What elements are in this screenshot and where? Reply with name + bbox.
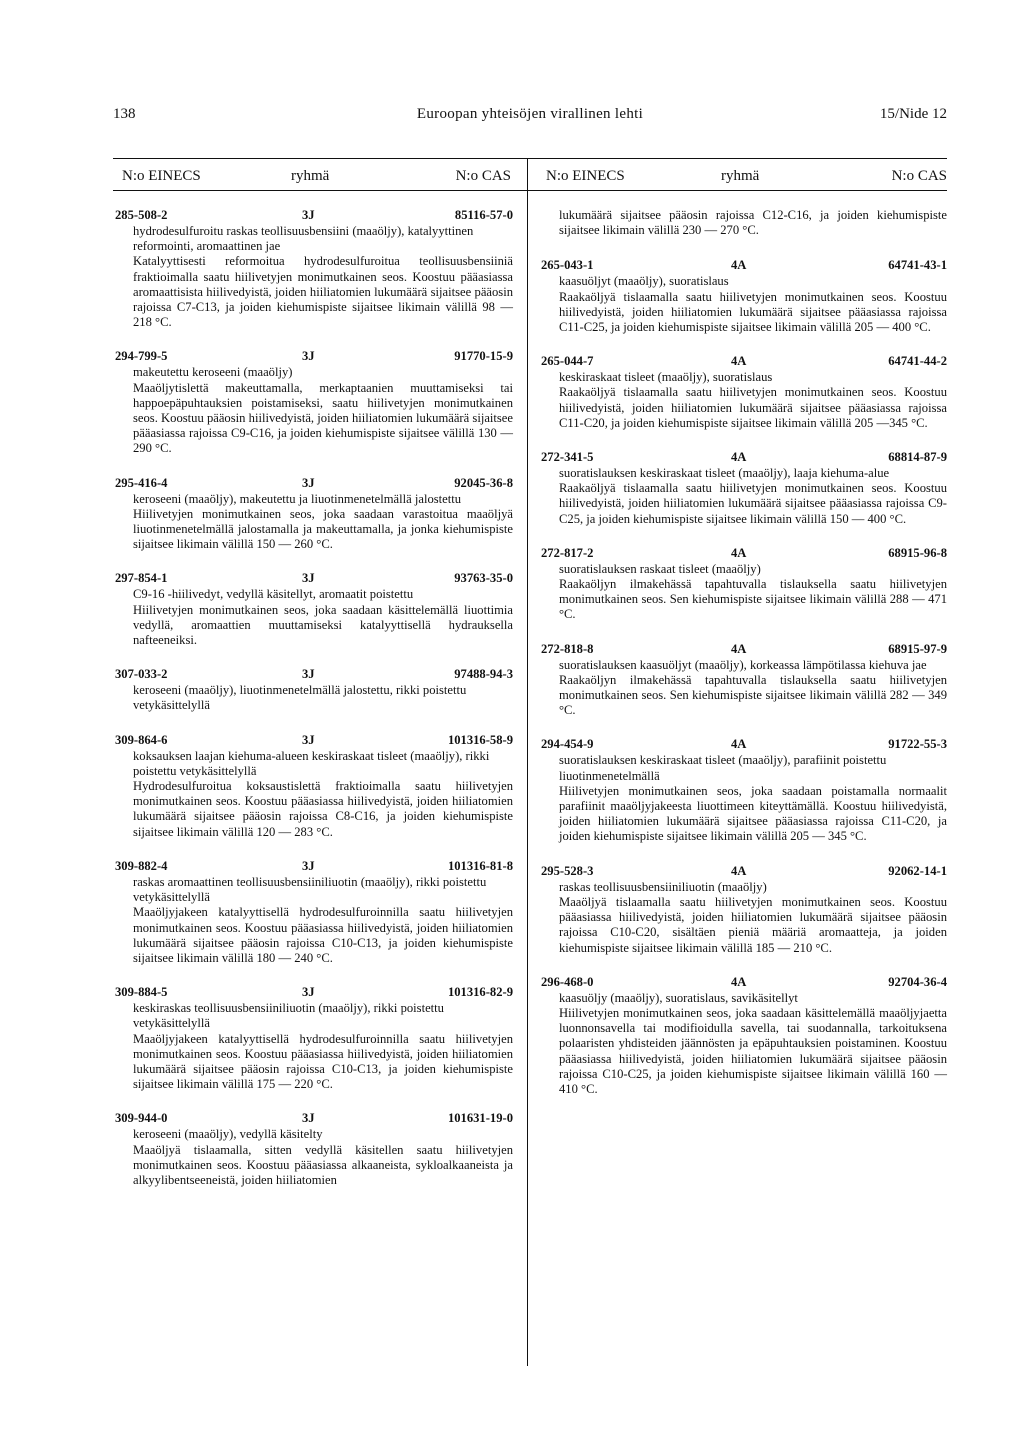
einecs-number: 272-817-2 <box>541 545 594 560</box>
substance-name: keroseeni (maaöljy), vedyllä käsitelty <box>133 1127 323 1142</box>
einecs-number: 265-043-1 <box>541 258 594 273</box>
substance-description: Raakaöljyä tislaamalla saatu hiilivetyjen monimutkainen seos. Koostuu hiilivedyistä, joiden hiiliatomien lukumäärä sijaitsee pääasiassa rajoissa C11-C25, ja joiden kiehumispiste sijaitsee likimain välillä 205 — 400 °C. <box>559 289 947 335</box>
page-header <box>113 106 947 128</box>
substance-entry <box>115 733 513 840</box>
entry-header <box>115 859 513 875</box>
entry-header <box>541 975 947 991</box>
substance-entry <box>541 450 947 527</box>
cas-number: 85116-57-0 <box>454 208 513 222</box>
cas-number: 64741-44-2 <box>888 354 947 369</box>
substance-description: Hiilivetyjen monimutkainen seos, joka saadaan käsittelemällä liuottimia vedyllä, aromaattien muuttamiseksi katalyyttisellä hydrauksella nafteeneiksi. <box>133 602 513 648</box>
einecs-number: 272-818-8 <box>541 641 594 656</box>
einecs-number: 294-454-9 <box>541 737 594 752</box>
page-number: 138 <box>113 106 136 122</box>
entry-header <box>541 642 947 658</box>
entry-header <box>115 571 513 587</box>
entry-header <box>115 208 513 224</box>
group-code: 4A <box>731 545 747 560</box>
column-header-left <box>113 168 511 188</box>
group-code: 3J <box>302 571 315 586</box>
entry-header <box>541 864 947 880</box>
cas-header: N:o CAS <box>891 168 947 184</box>
group-header: ryhmä <box>291 168 330 184</box>
substance-description: Maaöljytislettä makeuttamalla, merkaptaanien muuttamiseksi tai happoepäpuhtauksien poistamiseksi, saatu hiilivetyjen monimutkainen seos. Koostuu pääosin hiilivedyistä, joiden hiiliatomien lukumäärä sijaitsee pääasiassa rajoissa C9-C16, ja joiden kiehumispiste sijaitsee välillä 130 — 290 °C. <box>133 380 513 456</box>
substance-name: raskas teollisuusbensiiniliuotin (maaöljy) <box>559 879 767 894</box>
column-divider <box>527 158 528 1366</box>
entry-header <box>115 667 513 683</box>
substance-description: Hiilivetyjen monimutkainen seos, joka saadaan poistamalla normaalit parafiinit maaöljyjakeesta liuottimeen kiteyttämällä. Koostuu hiilivedyistä, joiden hiiliatomien lukumäärä sijaitsee pääasiassa rajoissa C11-C20, ja joiden kiehumispiste sijaitsee likimain välillä 205 — 345 °C. <box>559 783 947 844</box>
einecs-number: 309-882-4 <box>115 858 168 873</box>
substance-entry <box>541 737 947 844</box>
einecs-number: 294-799-5 <box>115 349 168 364</box>
substance-name: suoratislauksen keskiraskaat tisleet (maaöljy), laaja kiehuma-alue <box>559 466 890 481</box>
group-code: 4A <box>731 450 747 465</box>
group-code: 4A <box>731 863 747 878</box>
substance-description: Raakaöljyä tislaamalla saatu hiilivetyjen monimutkainen seos. Koostuu hiilivedyistä, joiden hiiliatomien lukumäärä sijaitsee pääasiassa rajoissa C11-C20, ja joiden kiehumispiste sijaitsee likimain välillä 205 —345 °C. <box>559 385 947 430</box>
left-column <box>115 208 513 1207</box>
substance-entry <box>541 642 947 719</box>
einecs-number: 296-468-0 <box>541 974 594 989</box>
substance-name: C9-16 -hiilivedyt, vedyllä käsitellyt, aromaatit poistettu <box>133 587 414 602</box>
cas-number: 97488-94-3 <box>454 667 513 682</box>
right-column <box>541 208 947 1116</box>
cas-number: 101316-58-9 <box>447 732 513 747</box>
substance-entry <box>115 571 513 648</box>
einecs-number: 285-508-2 <box>115 208 168 222</box>
substance-description: Maaöljyjakeen katalyyttisellä hydrodesulfuroinnilla saatu hiilivetyjen monimutkainen seos. Koostuu pääasiassa hiilivedyistä, joiden hiiliatomien lukumäärä sijaitsee pääosin rajoissa C10-C13, ja joiden kiehumispiste sijaitsee likimain välillä 180 — 240 °C. <box>133 905 513 965</box>
substance-entry <box>115 208 513 330</box>
substance-entry <box>541 546 947 623</box>
einecs-number: 295-528-3 <box>541 863 594 878</box>
einecs-number: 307-033-2 <box>115 667 168 682</box>
substance-entry <box>115 349 513 456</box>
substance-entry <box>541 354 947 431</box>
entry-header <box>541 258 947 274</box>
volume-label: 15/Nide 12 <box>879 106 947 122</box>
einecs-number: 295-416-4 <box>115 475 168 490</box>
group-code: 3J <box>302 667 315 682</box>
einecs-header: N:o EINECS <box>122 168 201 184</box>
entry-header <box>115 349 513 365</box>
substance-entry <box>115 1111 513 1188</box>
einecs-header: N:o EINECS <box>546 168 625 184</box>
substance-entry <box>541 258 947 335</box>
entry-header <box>541 450 947 466</box>
cas-number: 101631-19-0 <box>447 1111 513 1126</box>
group-code: 3J <box>302 475 315 490</box>
substance-name: suoratislauksen raskaat tisleet (maaöljy) <box>559 561 761 576</box>
group-code: 4A <box>731 737 747 752</box>
substance-description: Maaöljyä tislaamalla, sitten vedyllä käsitellen saatu hiilivetyjen monimutkainen seos. Koostuu pääasiassa alkaaneista, sykloalkaaneista ja alkyylibentseeneistä, joiden hiiliatomien <box>133 1142 513 1187</box>
cas-number: 101316-82-9 <box>447 985 513 1000</box>
cas-number: 68814-87-9 <box>888 450 947 465</box>
einecs-number: 272-341-5 <box>541 450 594 465</box>
cas-number: 68915-96-8 <box>888 545 947 560</box>
substance-description: Maaöljyjakeen katalyyttisellä hydrodesulfuroinnilla saatu hiilivetyjen monimutkainen seos. Koostuu pääasiassa hiilivedyistä, joiden hiiliatomien lukumäärä sijaitsee pääosin rajoissa C10-C13, ja joiden kiehumispiste sijaitsee likimain välillä 175 — 220 °C. <box>133 1031 513 1092</box>
einecs-number: 265-044-7 <box>541 354 594 369</box>
group-code: 3J <box>302 858 315 873</box>
substance-name: kaasuöljy (maaöljy), suoratislaus, savikäsitellyt <box>559 990 798 1005</box>
entry-header <box>115 476 513 492</box>
substance-description: Raakaöljyn ilmakehässä tapahtuvalla tislauksella saatu hiilivetyjen monimutkainen seos. Sen kiehumispiste sijaitsee likimain välillä 282 — 349 °C. <box>559 672 947 718</box>
cas-number: 101316-81-8 <box>447 858 513 873</box>
substance-name: keroseeni (maaöljy), makeutettu ja liuotinmenetelmällä jalostettu <box>133 491 462 506</box>
substance-description: Hiilivetyjen monimutkainen seos, joka saadaan käsittelemällä maaöljyjaetta luonnonsavella tai modifioidulla savella, tai suodannalla, tarkoituksena polaaristen yhdisteiden jäännösten ja epäpuhtauksien poistaminen. Koostuu pääasiassa hiilivedyistä, joiden hiiliatomien lukumäärä sijaitsee pääosin rajoissa C10-C25, ja joiden kiehumispiste sijaitsee likimain välillä 160 — 410 °C. <box>559 1005 947 1096</box>
substance-description: Hydrodesulfuroitua koksaustislettä fraktioimalla saatu hiilivetyjen monimutkainen seos. Koostuu pääasiassa hiilivedyistä, joiden hiiliatomien lukumäärä sijaitsee pääosin rajoissa C8-C16, ja joiden kiehumispiste sijaitsee likimain välillä 120 — 283 °C. <box>133 779 513 839</box>
continued-text: lukumäärä sijaitsee pääosin rajoissa C12-C16, ja joiden kiehumispiste sijaitsee likimain välillä 230 — 270 °C. <box>559 208 947 238</box>
journal-title: Euroopan yhteisöjen virallinen lehti <box>416 106 644 122</box>
group-code: 4A <box>731 641 747 656</box>
substance-description: Raakaöljyn ilmakehässä tapahtuvalla tislauksella saatu hiilivetyjen monimutkainen seos. Sen kiehumispiste sijaitsee likimain välillä 288 — 471 °C. <box>559 577 947 622</box>
substance-description: Katalyyttisesti reformoitua hydrodesulfuroitua teollisuusbensiiniä fraktioimalla saatu hiilivetyjen monimutkainen seos. Koostuu pääasiassa aromaattisista hiilivedyistä, joiden hiiliatomien lukumäärä sijaitsee pääosin rajoissa C7-C13, ja joiden kiehumispiste sijaitsee likimain välillä 98 — 218 °C. <box>133 254 513 330</box>
entry-header <box>115 1111 513 1127</box>
right-entries <box>541 258 947 1097</box>
cas-number: 91722-55-3 <box>888 737 947 752</box>
substance-entry <box>115 985 513 1092</box>
substance-description: Maaöljyä tislaamalla saatu hiilivetyjen monimutkainen seos. Koostuu pääasiassa hiilivedyistä, joiden hiiliatomien lukumäärä sijaitsee pääosin rajoissa C10-C20, sisältäen pieniä määriä aromaatteja, ja joiden kiehumispiste sijaitsee likimain välillä 185 — 210 °C. <box>559 894 947 955</box>
substance-name: hydrodesulfuroitu raskas teollisuusbensiini (maaöljy), katalyyttinen reformointi, aromaattinen jae <box>133 224 474 254</box>
substance-name: keskiraskas teollisuusbensiiniliuotin (maaöljy), rikki poistettu vetykäsittelyllä <box>133 1001 444 1031</box>
column-header-right <box>541 168 947 188</box>
einecs-number: 309-864-6 <box>115 732 168 747</box>
substance-name: kaasuöljyt (maaöljy), suoratislaus <box>559 274 729 289</box>
einecs-number: 297-854-1 <box>115 571 168 586</box>
einecs-number: 309-884-5 <box>115 985 168 1000</box>
cas-header: N:o CAS <box>455 168 511 184</box>
substance-entry <box>115 859 513 966</box>
substance-description: Hiilivetyjen monimutkainen seos, joka saadaan varastoitua maaöljyä liuotinmenetelmällä jalostamalla ja makeuttamalla, ja jonka kiehumispiste sijaitsee likimain välillä 150 — 260 °C. <box>133 506 513 552</box>
entry-header <box>541 546 947 562</box>
cas-number: 92704-36-4 <box>888 974 947 989</box>
header-rule <box>113 190 947 191</box>
einecs-number: 309-944-0 <box>115 1111 168 1126</box>
cas-number: 93763-35-0 <box>454 571 513 586</box>
entry-header <box>115 733 513 749</box>
substance-name: raskas aromaattinen teollisuusbensiiniliuotin (maaöljy), rikki poistettu vetykäsittelyllä <box>133 874 487 905</box>
entry-header <box>115 985 513 1001</box>
substance-entry <box>541 864 947 956</box>
substance-name: keskiraskaat tisleet (maaöljy), suoratislaus <box>559 370 773 385</box>
group-header: ryhmä <box>721 168 760 184</box>
cas-number: 68915-97-9 <box>888 641 947 656</box>
group-code: 4A <box>731 974 747 989</box>
group-code: 3J <box>302 985 315 1000</box>
group-code: 4A <box>731 258 747 273</box>
entry-header <box>541 354 947 370</box>
substance-name: suoratislauksen keskiraskaat tisleet (maaöljy), parafiinit poistettu liuotinmenetelmällä <box>559 753 887 783</box>
substance-description: Raakaöljyä tislaamalla saatu hiilivetyjen monimutkainen seos. Koostuu hiilivedyistä, joiden hiiliatomien lukumäärä sijaitsee pääasiassa rajoissa C9-C25, ja joiden kiehumispiste sijaitsee likimain välillä 150 — 400 °C. <box>559 481 947 526</box>
substance-name: suoratislauksen kaasuöljyt (maaöljy), korkeassa lämpötilassa kiehuva jae <box>559 657 927 672</box>
substance-name: keroseeni (maaöljy), liuotinmenetelmällä jalostettu, rikki poistettu vetykäsittelyllä <box>133 683 467 713</box>
group-code: 3J <box>302 208 315 222</box>
substance-name: makeutettu keroseeni (maaöljy) <box>133 365 293 380</box>
cas-number: 91770-15-9 <box>454 349 513 364</box>
cas-number: 64741-43-1 <box>888 258 947 273</box>
substance-entry <box>115 667 513 713</box>
group-code: 4A <box>731 354 747 369</box>
cas-number: 92045-36-8 <box>454 475 513 490</box>
substance-name: koksauksen laajan kiehuma-alueen keskiraskaat tisleet (maaöljy), rikki poistettu vetykäsittelyllä <box>133 748 490 778</box>
group-code: 3J <box>302 349 315 364</box>
group-code: 3J <box>302 1111 315 1126</box>
entry-header <box>541 737 947 753</box>
group-code: 3J <box>302 732 315 747</box>
top-rule <box>113 158 947 159</box>
substance-entry <box>115 476 513 553</box>
substance-entry <box>541 975 947 1097</box>
cas-number: 92062-14-1 <box>888 863 947 878</box>
